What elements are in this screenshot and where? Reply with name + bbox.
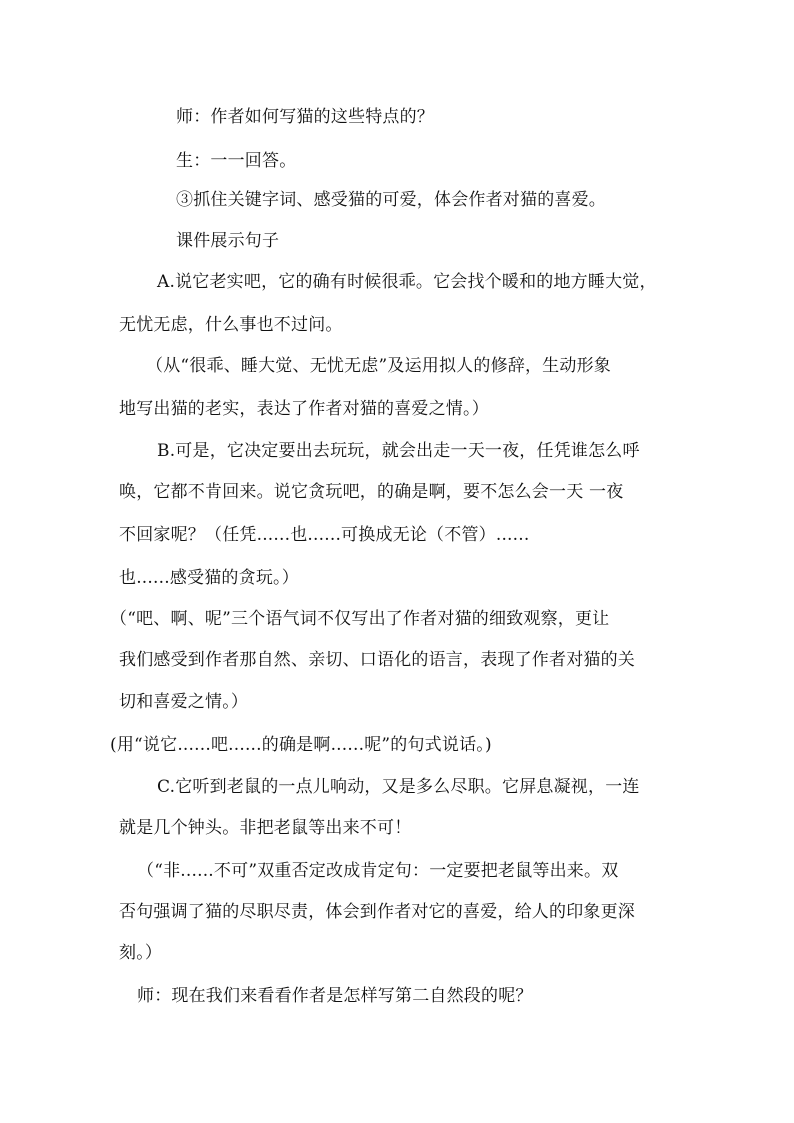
text-line-teacher-next: 师：现在我们来看看作者是怎样写第二自然段的呢？ — [137, 986, 533, 1006]
text-line-sentence-b-1: B.可是，它决定要出去玩玩，就会出走一天一夜，任凭谁怎么呼 — [157, 441, 640, 461]
text-line-courseware: 课件展示句子 — [176, 231, 280, 251]
text-line-note-b-1: （“吧、啊、呢”三个语气词不仅写出了作者对猫的细致观察，更让 — [110, 609, 610, 629]
text-line-note-b-3: 切和喜爱之情。） — [119, 692, 249, 712]
text-line-step-3: ③抓住关键字词、感受猫的可爱，体会作者对猫的喜爱。 — [176, 190, 606, 210]
text-line-note-c-3: 刻。） — [119, 943, 163, 963]
text-line-sentence-a-1: A.说它老实吧，它的确有时候很乖。它会找个暖和的地方睡大觉， — [157, 272, 657, 292]
text-line-student-answer: 生：一一回答。 — [176, 151, 297, 171]
text-line-note-c-1: （“非......不可”双重否定改成肯定句：一定要把老鼠等出来。双 — [137, 861, 619, 881]
text-line-note-b-2: 我们感受到作者那自然、亲切、口语化的语言，表现了作者对猫的关 — [119, 650, 635, 670]
text-line-note-a-2: 地写出猫的老实，表达了作者对猫的喜爱之情。） — [119, 399, 489, 419]
text-line-sentence-c-2: 就是几个钟头。非把老鼠等出来不可！ — [119, 818, 412, 838]
text-line-sentence-c-1: C.它听到老鼠的一点儿响动，又是多么尽职。它屏息凝视，一连 — [157, 777, 640, 797]
text-line-sentence-b-4: 也......感受猫的贪玩。） — [119, 568, 299, 588]
text-line-sentence-b-3: 不回家呢？（任凭......也......可换成无论（不管）...... — [119, 525, 530, 545]
text-line-sentence-b-2: 唤，它都不肯回来。说它贪玩吧，的确是啊，要不怎么会一天 一夜 — [119, 482, 624, 502]
text-line-pattern-practice: (用“说它......吧......的确是啊......呢”的句式说话。) — [110, 735, 492, 755]
text-line-note-a-1: （从“很乖、睡大觉、无忧无虑”及运用拟人的修辞，生动形象 — [146, 356, 611, 376]
text-line-sentence-a-2: 无忧无虑，什么事也不过问。 — [119, 315, 343, 335]
text-line-teacher-question: 师：作者如何写猫的这些特点的？ — [176, 107, 434, 127]
text-line-note-c-2: 否句强调了猫的尽职尽责，体会到作者对它的喜爱，给人的印象更深 — [119, 902, 635, 922]
